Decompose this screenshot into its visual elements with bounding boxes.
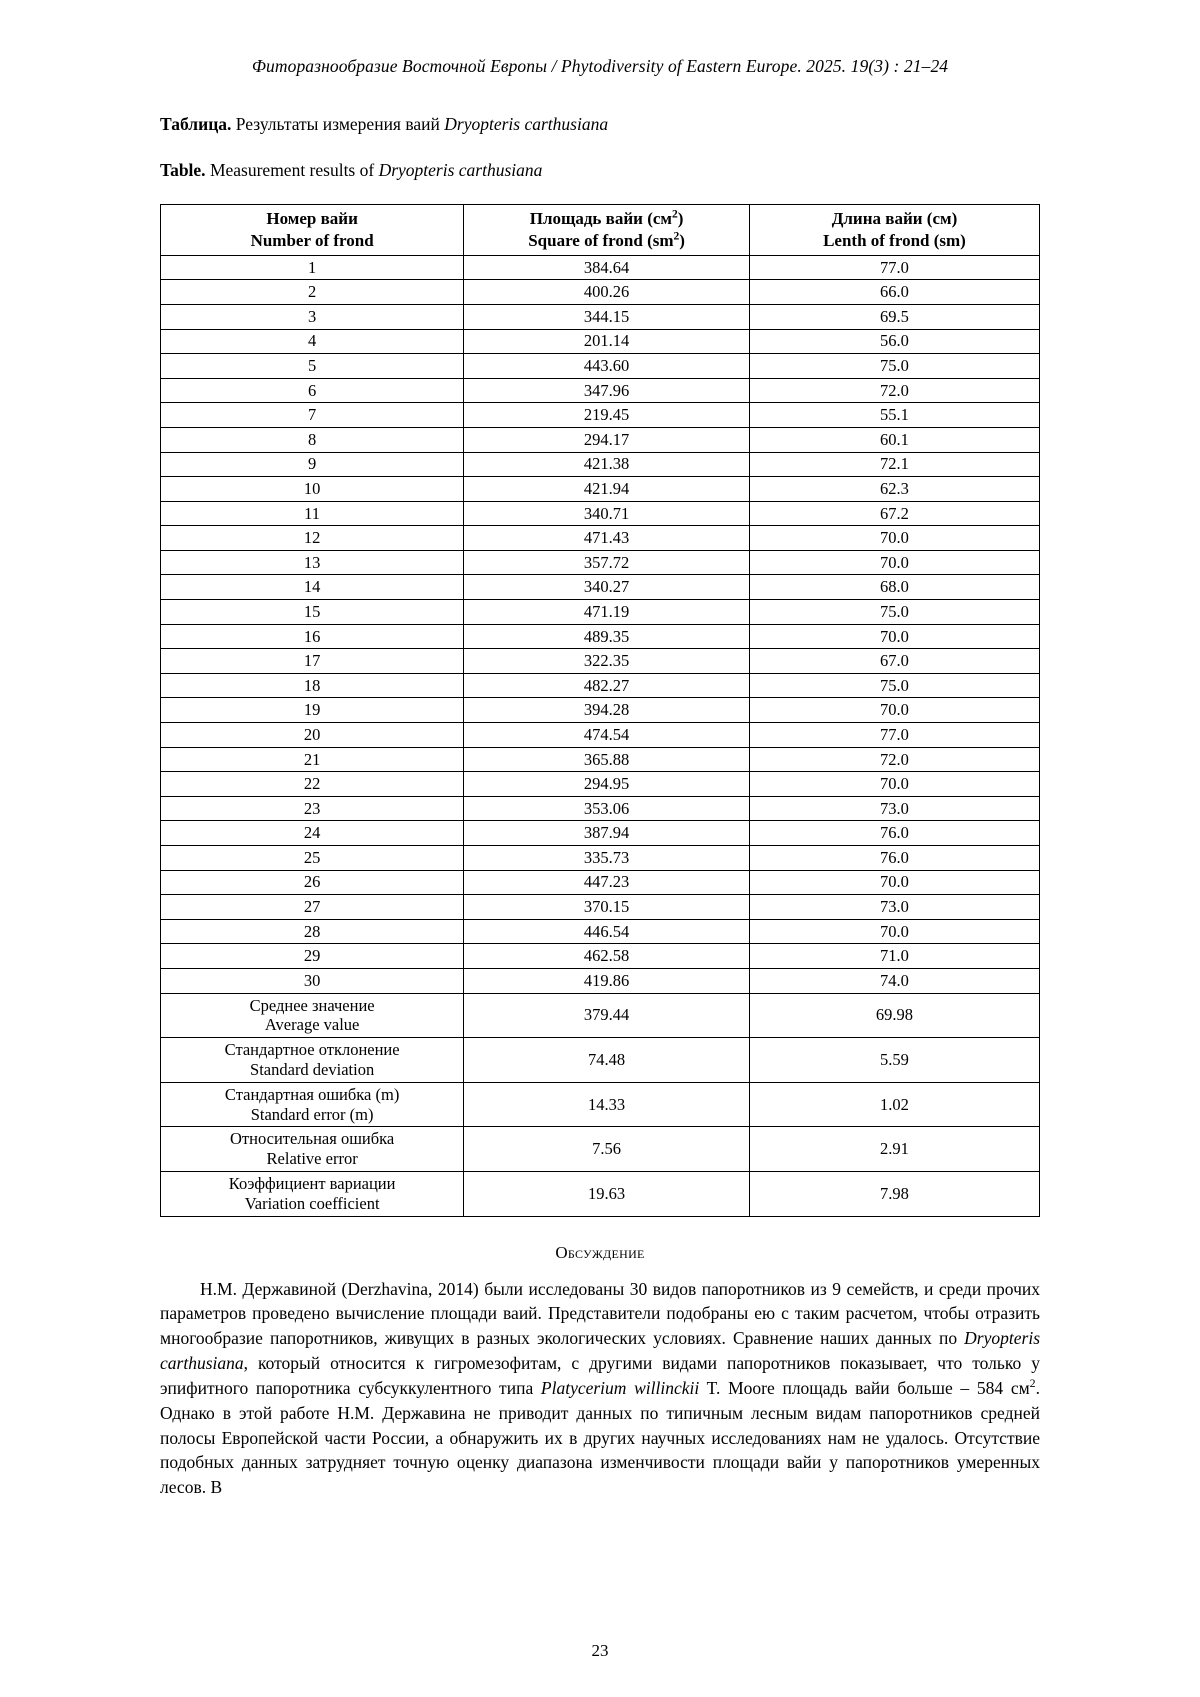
cell-stat-label <box>161 1171 464 1216</box>
table-row <box>161 403 1040 428</box>
table-row <box>161 452 1040 477</box>
cell-frond-square: 347.96 <box>464 378 750 403</box>
table-row <box>161 649 1040 674</box>
table-stat-row <box>161 1082 1040 1127</box>
section-title: Обсуждение <box>555 1242 645 1262</box>
cell-stat-label <box>161 1127 464 1172</box>
cell-frond-number: 26 <box>161 870 464 895</box>
column-header-square-en: Square of frond $(sm^2)$ <box>528 228 685 250</box>
cell-frond-square: 357.72 <box>464 550 750 575</box>
cell-frond-length: 70.0 <box>749 624 1039 649</box>
cell-frond-length: 72.0 <box>749 378 1039 403</box>
table-row <box>161 796 1040 821</box>
cell-frond-number: 19 <box>161 698 464 723</box>
cell-stat-length: 7.98 <box>749 1171 1039 1216</box>
stat-label-en: Average value <box>264 1015 360 1035</box>
stat-label-ru: Среднее значение <box>249 995 375 1015</box>
discussion-paragraph <box>160 1277 1040 1501</box>
cell-stat-length: 69.98 <box>749 993 1039 1038</box>
stat-label-en: Standard error (m) <box>250 1104 374 1124</box>
cell-frond-length: 75.0 <box>749 600 1039 625</box>
cell-frond-square: 447.23 <box>464 870 750 895</box>
cell-frond-square: 462.58 <box>464 944 750 969</box>
cell-frond-number: 22 <box>161 772 464 797</box>
cell-stat-square: 19.63 <box>464 1171 750 1216</box>
cell-frond-number: 2 <box>161 280 464 305</box>
cell-frond-length: 56.0 <box>749 329 1039 354</box>
cell-frond-number: 7 <box>161 403 464 428</box>
cell-frond-length: 70.0 <box>749 870 1039 895</box>
column-header-length-ru: Длина вайи (см) <box>831 209 958 229</box>
table-row <box>161 255 1040 280</box>
cell-frond-length: 73.0 <box>749 796 1039 821</box>
stat-label-ru: Стандартное отклонение <box>224 1040 400 1060</box>
cell-frond-square: 482.27 <box>464 673 750 698</box>
caption-species-ru: Dryopteris carthusiana <box>444 114 609 134</box>
cell-frond-number: 10 <box>161 477 464 502</box>
cell-frond-number: 12 <box>161 526 464 551</box>
cell-frond-number: 4 <box>161 329 464 354</box>
cell-frond-square: 201.14 <box>464 329 750 354</box>
table-stat-row <box>161 1171 1040 1216</box>
cell-stat-square: 7.56 <box>464 1127 750 1172</box>
cell-frond-number: 11 <box>161 501 464 526</box>
cell-stat-length: 5.59 <box>749 1038 1039 1083</box>
paragraph-part-3: T. Moore площадь вайи больше – 584 см <box>699 1377 1030 1398</box>
cell-frond-length: 62.3 <box>749 477 1039 502</box>
stat-label-en: Relative error <box>266 1149 358 1169</box>
paragraph-part-1: Н.М. Державиной (Derzhavina, 2014) были исследованы 30 видов папоротников из 9 семейств, и среди прочих параметров проведено вычисление площади ваий. Представители подобраны ею с таким расчетом, чтобы отразить многообразие папоротников, живущих в разных экологических условиях. Сравнение наших данных по <box>160 1278 1040 1349</box>
cell-frond-square: 353.06 <box>464 796 750 821</box>
cell-frond-square: 340.71 <box>464 501 750 526</box>
cell-frond-length: 69.5 <box>749 304 1039 329</box>
cell-frond-number: 5 <box>161 354 464 379</box>
cell-frond-length: 76.0 <box>749 846 1039 871</box>
table-row <box>161 526 1040 551</box>
page-number: 23 <box>591 1641 609 1660</box>
cell-frond-number: 27 <box>161 895 464 920</box>
cell-frond-length: 68.0 <box>749 575 1039 600</box>
table-row <box>161 821 1040 846</box>
column-header-square-ru: Площадь вайи $(см^2)$ <box>529 207 684 229</box>
cell-frond-length: 55.1 <box>749 403 1039 428</box>
cell-frond-square: 384.64 <box>464 255 750 280</box>
cell-frond-square: 400.26 <box>464 280 750 305</box>
stat-label-en: Variation coefficient <box>244 1193 380 1213</box>
cell-frond-number: 15 <box>161 600 464 625</box>
cell-frond-number: 23 <box>161 796 464 821</box>
cell-stat-length: 1.02 <box>749 1082 1039 1127</box>
cell-stat-label <box>161 993 464 1038</box>
column-header-number <box>161 205 464 256</box>
cell-frond-length: 74.0 <box>749 968 1039 993</box>
table-caption-ru <box>160 113 1040 137</box>
table-row <box>161 575 1040 600</box>
cell-frond-number: 25 <box>161 846 464 871</box>
cell-frond-number: 16 <box>161 624 464 649</box>
table-stat-row <box>161 993 1040 1038</box>
cell-frond-square: 474.54 <box>464 723 750 748</box>
table-row <box>161 698 1040 723</box>
stat-label-en: Standard deviation <box>250 1059 375 1079</box>
table-row <box>161 600 1040 625</box>
paragraph-part-2: , который относится к гигромезофитам, с другими видами папоротников показывает, что только у эпифитного папоротника субсуккулентного типа <box>160 1353 1040 1398</box>
column-header-number-en: Number of frond <box>250 230 374 250</box>
cell-frond-square: 471.19 <box>464 600 750 625</box>
column-header-number-ru: Номер вайи <box>266 209 358 229</box>
cell-frond-square: 421.94 <box>464 477 750 502</box>
table-row <box>161 895 1040 920</box>
table-row <box>161 919 1040 944</box>
cell-frond-length: 70.0 <box>749 772 1039 797</box>
cell-frond-square: 394.28 <box>464 698 750 723</box>
cell-frond-length: 72.0 <box>749 747 1039 772</box>
table-row <box>161 968 1040 993</box>
cell-frond-length: 70.0 <box>749 698 1039 723</box>
column-header-length-en: Lenth of frond (sm) <box>823 230 966 250</box>
table-row <box>161 747 1040 772</box>
cell-frond-length: 67.0 <box>749 649 1039 674</box>
measurement-table <box>160 204 1040 1216</box>
cell-frond-length: 66.0 <box>749 280 1039 305</box>
cell-frond-number: 29 <box>161 944 464 969</box>
cell-frond-length: 76.0 <box>749 821 1039 846</box>
table-stat-row <box>161 1038 1040 1083</box>
table-header-row <box>161 205 1040 256</box>
cell-frond-number: 8 <box>161 427 464 452</box>
table-row <box>161 772 1040 797</box>
paragraph-species-1: Dryopteris carthusiana <box>160 1328 1040 1374</box>
cell-frond-square: 489.35 <box>464 624 750 649</box>
stat-label-ru: Стандартная ошибка (m) <box>224 1084 400 1104</box>
table-row <box>161 354 1040 379</box>
cell-frond-square: 335.73 <box>464 846 750 871</box>
cell-frond-square: 421.38 <box>464 452 750 477</box>
cell-frond-length: 67.2 <box>749 501 1039 526</box>
cell-frond-number: 17 <box>161 649 464 674</box>
cell-frond-square: 365.88 <box>464 747 750 772</box>
caption-label-ru: Таблица. <box>160 114 232 134</box>
paragraph-species-2: Platycerium willinckii <box>540 1377 700 1398</box>
caption-text-en: Measurement results of <box>205 159 379 180</box>
running-head: Фиторазнообразие Восточной Европы / Phytodiversity of Eastern Europe. 2025. 19(3) : 21–24 <box>251 56 949 76</box>
cell-frond-square: 322.35 <box>464 649 750 674</box>
cell-frond-length: 71.0 <box>749 944 1039 969</box>
cell-frond-number: 24 <box>161 821 464 846</box>
cell-frond-length: 70.0 <box>749 526 1039 551</box>
table-row <box>161 624 1040 649</box>
cell-frond-number: 30 <box>161 968 464 993</box>
cell-frond-number: 6 <box>161 378 464 403</box>
paragraph-part-4: . Однако в этой работе Н.М. Державина не приводит данных по типичным лесным видам папоротников средней полосы Европейской части России, а обнаружить их в других научных исследованиях нам не удалось. Отсутствие подобных данных затрудняет точную оценку диапазона изменчивости площади вайи у папоротников умеренных лесов. В <box>160 1377 1040 1498</box>
table-row <box>161 723 1040 748</box>
table-row <box>161 846 1040 871</box>
cell-frond-square: 370.15 <box>464 895 750 920</box>
cell-frond-number: 13 <box>161 550 464 575</box>
cell-frond-length: 73.0 <box>749 895 1039 920</box>
cell-frond-number: 14 <box>161 575 464 600</box>
table-stat-row <box>161 1127 1040 1172</box>
cell-stat-length: 2.91 <box>749 1127 1039 1172</box>
cell-frond-square: 471.43 <box>464 526 750 551</box>
cell-frond-length: 77.0 <box>749 255 1039 280</box>
cell-frond-length: 72.1 <box>749 452 1039 477</box>
caption-text-ru: Результаты измерения ваий <box>231 114 445 134</box>
cell-stat-label <box>161 1038 464 1083</box>
table-row <box>161 329 1040 354</box>
cell-frond-square: 446.54 <box>464 919 750 944</box>
cell-frond-length: 70.0 <box>749 919 1039 944</box>
cell-stat-square: 14.33 <box>464 1082 750 1127</box>
table-row <box>161 304 1040 329</box>
cell-frond-square: 340.27 <box>464 575 750 600</box>
cell-frond-square: 419.86 <box>464 968 750 993</box>
table-row <box>161 673 1040 698</box>
table-caption-en <box>160 159 1040 183</box>
paragraph-superscript: 2 <box>1029 1376 1036 1391</box>
cell-frond-length: 75.0 <box>749 354 1039 379</box>
cell-frond-square: 294.17 <box>464 427 750 452</box>
table-row <box>161 427 1040 452</box>
cell-stat-square: 379.44 <box>464 993 750 1038</box>
stat-label-ru: Коэффициент вариации <box>228 1173 396 1193</box>
cell-frond-number: 9 <box>161 452 464 477</box>
cell-frond-number: 1 <box>161 255 464 280</box>
cell-frond-number: 18 <box>161 673 464 698</box>
cell-frond-square: 219.45 <box>464 403 750 428</box>
cell-frond-length: 70.0 <box>749 550 1039 575</box>
cell-stat-square: 74.48 <box>464 1038 750 1083</box>
table-row <box>161 550 1040 575</box>
table-row <box>161 870 1040 895</box>
table-header <box>161 205 1040 256</box>
cell-frond-square: 387.94 <box>464 821 750 846</box>
cell-frond-square: 443.60 <box>464 354 750 379</box>
cell-stat-label <box>161 1082 464 1127</box>
table-row <box>161 477 1040 502</box>
cell-frond-number: 20 <box>161 723 464 748</box>
cell-frond-square: 344.15 <box>464 304 750 329</box>
column-header-length <box>749 205 1039 256</box>
table-row <box>161 378 1040 403</box>
cell-frond-length: 77.0 <box>749 723 1039 748</box>
column-header-square <box>464 205 750 256</box>
table-row <box>161 944 1040 969</box>
cell-frond-square: 294.95 <box>464 772 750 797</box>
caption-label-en: Table. <box>160 159 206 180</box>
cell-frond-number: 28 <box>161 919 464 944</box>
cell-frond-length: 60.1 <box>749 427 1039 452</box>
table-body <box>161 255 1040 1216</box>
table-row <box>161 280 1040 305</box>
cell-frond-number: 3 <box>161 304 464 329</box>
table-row <box>161 501 1040 526</box>
cell-frond-length: 75.0 <box>749 673 1039 698</box>
cell-frond-number: 21 <box>161 747 464 772</box>
caption-species-en: Dryopteris carthusiana <box>378 159 543 180</box>
stat-label-ru: Относительная ошибка <box>230 1129 395 1149</box>
